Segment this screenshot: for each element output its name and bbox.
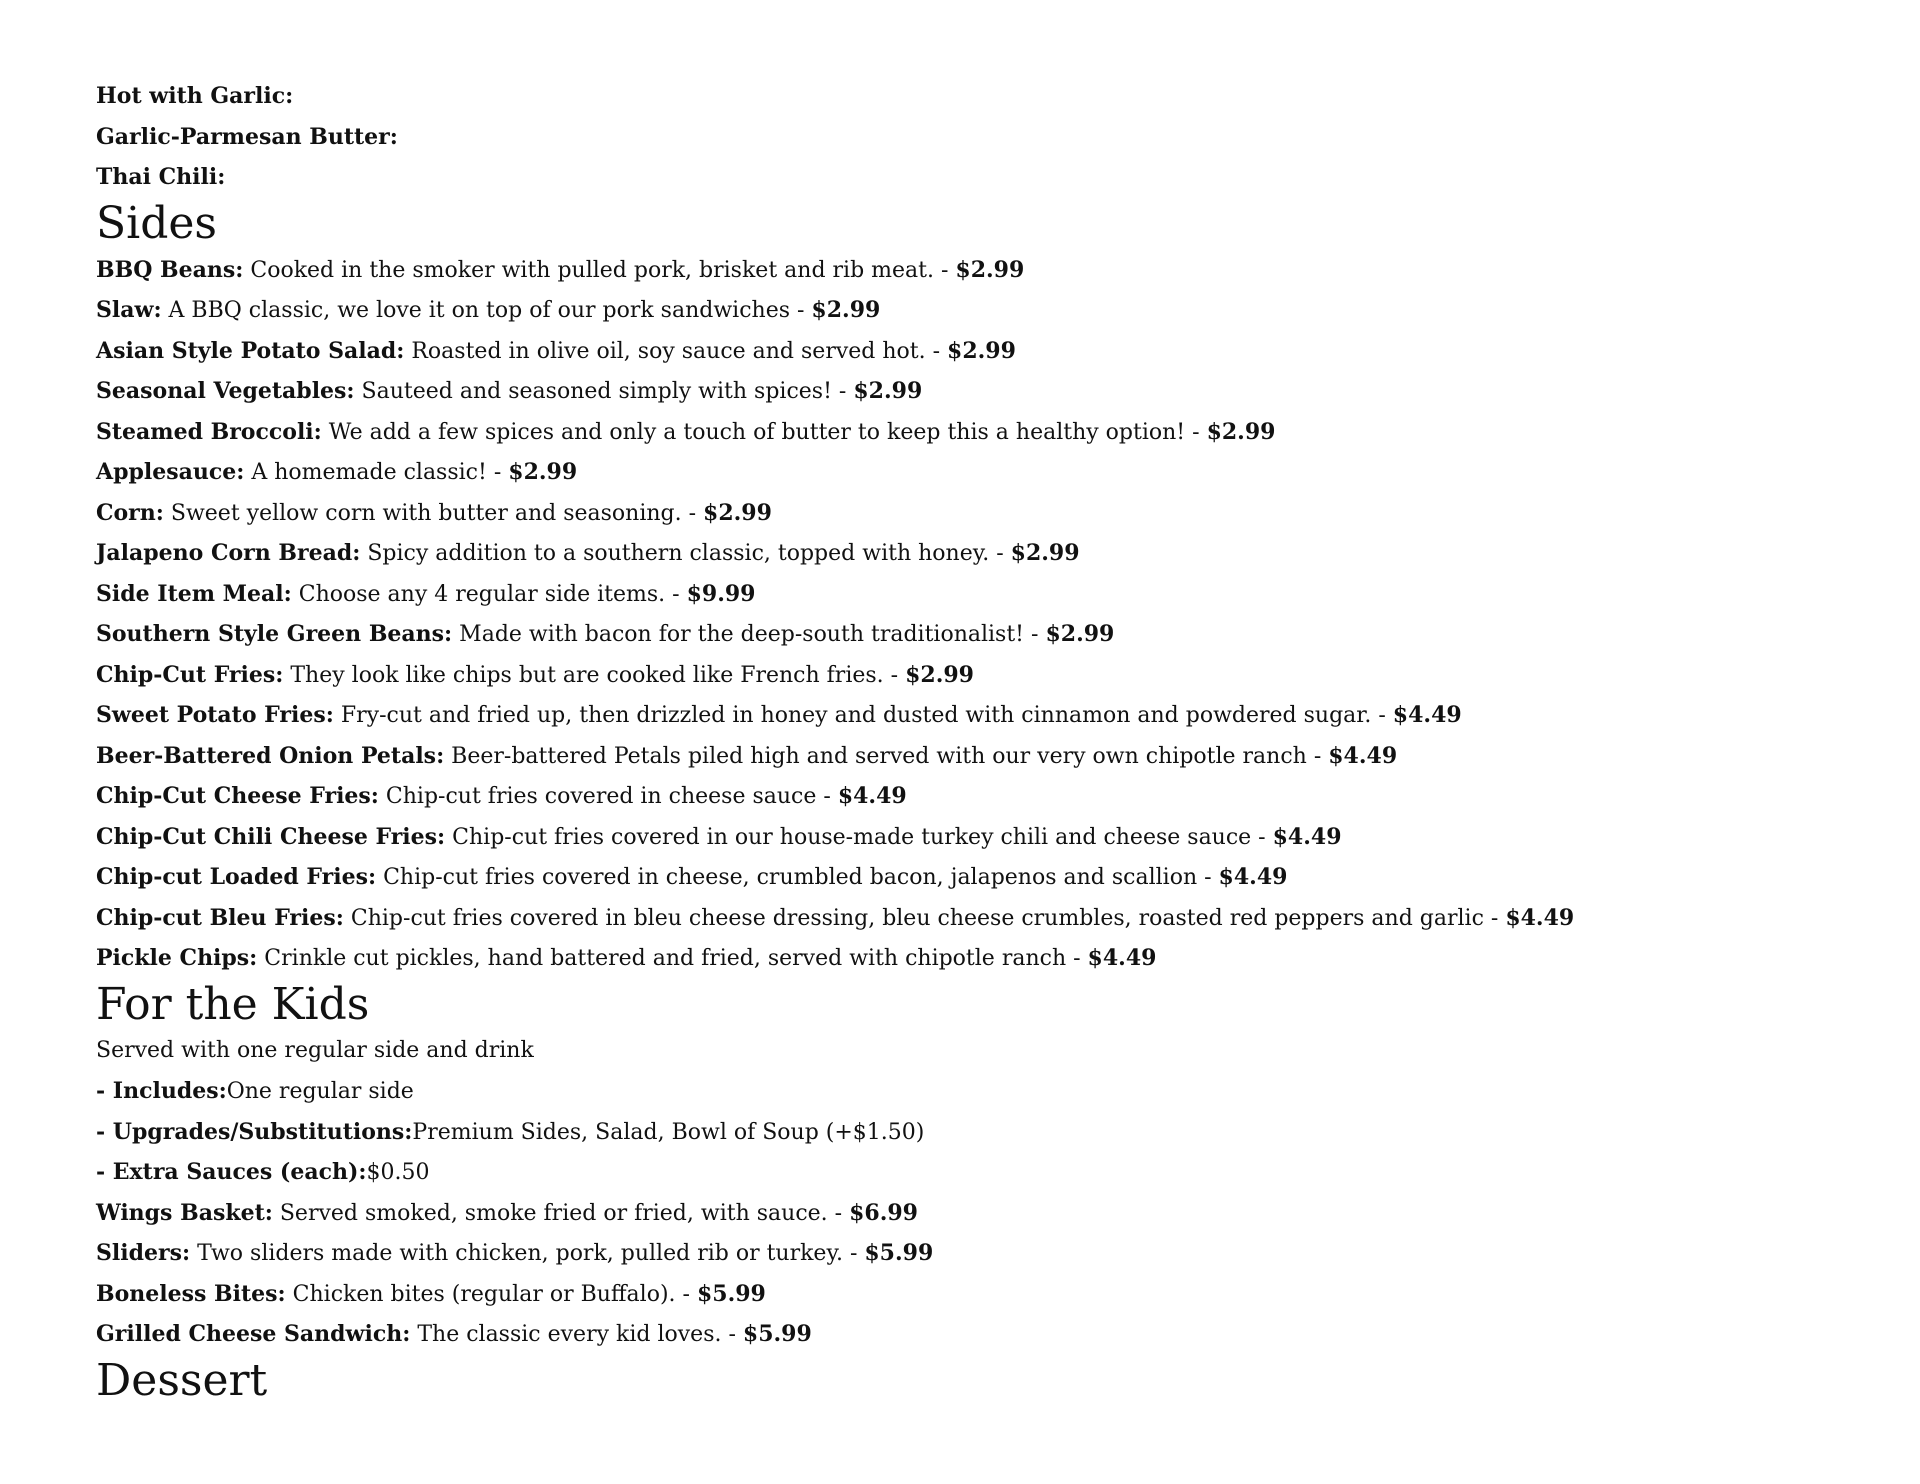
item-name: Southern Style Green Beans: (96, 621, 453, 647)
kids-option (96, 1071, 1860, 1112)
item-description: Spicy addition to a southern classic, topped with honey. - (360, 541, 1011, 566)
item-name: Asian Style Potato Salad: (96, 337, 405, 364)
item-price: $4.49 (1505, 904, 1575, 931)
item-description: Served smoked, smoke fried or fried, with sauce. - (272, 1200, 850, 1226)
menu-item (96, 1233, 1860, 1274)
item-description: Crinkle cut pickles, hand battered and fried, served with chipotle ranch - (257, 946, 1088, 971)
item-name: Boneless Bites: (96, 1280, 286, 1307)
item-name: Chip-cut Bleu Fries: (96, 904, 344, 931)
sauce-item (96, 117, 1860, 158)
item-description: Roasted in olive oil, soy sauce and served hot. - (404, 338, 948, 364)
item-description: Sweet yellow corn with butter and seasoning. - (163, 500, 704, 526)
menu-item (96, 938, 1860, 979)
item-description: Two sliders made with chicken, pork, pulled rib or turkey. - (190, 1241, 865, 1266)
item-price: $4.49 (1328, 742, 1398, 769)
item-price: $2.99 (905, 661, 974, 688)
item-price: $9.99 (686, 580, 756, 607)
item-price: $5.99 (864, 1240, 934, 1266)
menu-item (96, 290, 1860, 331)
item-description: Beer-battered Petals piled high and served with our very own chipotle ranch - (444, 743, 1329, 769)
item-name: Jalapeno Corn Bread: (96, 540, 361, 566)
menu-item (96, 736, 1860, 777)
item-price: $5.99 (742, 1321, 812, 1347)
kids-items-list (96, 1193, 1860, 1355)
sides-heading: Sides (96, 197, 217, 249)
menu-item (96, 1193, 1860, 1234)
item-description: Chip-cut fries covered in bleu cheese dressing, bleu cheese crumbles, roasted red peppers and garlic - (343, 905, 1506, 931)
item-description: Chip-cut fries covered in cheese, crumbled bacon, jalapenos and scallion - (376, 865, 1219, 890)
menu-item (96, 452, 1860, 493)
item-price: $2.99 (853, 378, 923, 404)
menu-item (96, 574, 1860, 615)
item-description: Sauteed and seasoned simply with spices! - (354, 379, 854, 404)
item-price: $4.49 (1087, 945, 1157, 971)
menu-item (96, 1274, 1860, 1315)
item-price: $2.99 (955, 256, 1025, 283)
option-label: - Includes: (96, 1078, 227, 1104)
kids-note: Served with one regular side and drink (96, 1037, 534, 1063)
option-label: - Upgrades/Substitutions: (96, 1118, 413, 1145)
sauce-item (96, 157, 1860, 198)
sauce-name: Hot with Garlic: (96, 83, 294, 109)
item-price: $6.99 (849, 1199, 918, 1226)
menu-item (96, 412, 1860, 453)
item-name: Chip-Cut Cheese Fries: (96, 783, 379, 809)
item-description: Choose any 4 regular side items. - (291, 581, 687, 607)
item-price: $2.99 (1045, 621, 1115, 647)
item-name: Sweet Potato Fries: (96, 702, 334, 728)
menu-item (96, 533, 1860, 574)
item-name: Sliders: (96, 1240, 191, 1266)
item-price: $4.49 (1272, 823, 1342, 850)
item-description: Made with bacon for the deep-south traditionalist! - (452, 622, 1046, 647)
sides-list (96, 250, 1860, 979)
item-name: Wings Basket: (96, 1199, 273, 1226)
item-name: Side Item Meal: (96, 580, 292, 607)
item-price: $4.49 (837, 783, 907, 809)
sauce-item (96, 76, 1860, 117)
item-description: A homemade classic! - (244, 460, 509, 485)
item-name: Seasonal Vegetables: (96, 378, 355, 404)
menu-item (96, 614, 1860, 655)
item-price: $4.49 (1392, 702, 1462, 728)
menu-item (96, 331, 1860, 372)
item-description: Cooked in the smoker with pulled pork, brisket and rib meat. - (243, 257, 956, 283)
item-name: Applesauce: (96, 459, 245, 485)
menu-item (96, 371, 1860, 412)
menu-item (96, 695, 1860, 736)
kids-option (96, 1152, 1860, 1193)
item-description: Chip-cut fries covered in our house-made turkey chili and cheese sauce - (445, 824, 1273, 850)
menu-item (96, 655, 1860, 696)
item-name: BBQ Beans: (96, 256, 244, 283)
menu-item (96, 776, 1860, 817)
menu-item (96, 493, 1860, 534)
menu-item (96, 817, 1860, 858)
item-description: We add a few spices and only a touch of butter to keep this a healthy option! - (321, 419, 1207, 445)
item-name: Chip-Cut Chili Cheese Fries: (96, 823, 446, 850)
item-name: Corn: (96, 499, 164, 526)
item-name: Steamed Broccoli: (96, 418, 322, 445)
item-description: They look like chips but are cooked like French fries. - (283, 662, 906, 688)
item-price: $2.99 (1010, 540, 1080, 566)
item-name: Chip-cut Loaded Fries: (96, 864, 377, 890)
item-description: Chip-cut fries covered in cheese sauce - (378, 784, 838, 809)
item-description: The classic every kid loves. - (410, 1322, 743, 1347)
sauce-name: Garlic-Parmesan Butter: (96, 123, 398, 150)
menu-item (96, 250, 1860, 291)
item-name: Beer-Battered Onion Petals: (96, 742, 445, 769)
item-price: $2.99 (703, 499, 772, 526)
kids-option (96, 1112, 1860, 1153)
item-name: Slaw: (96, 297, 162, 323)
dessert-heading: Dessert (96, 1354, 268, 1406)
item-name: Chip-Cut Fries: (96, 661, 284, 688)
menu-item (96, 1314, 1860, 1355)
item-name: Grilled Cheese Sandwich: (96, 1321, 411, 1347)
item-description: Fry-cut and fried up, then drizzled in honey and dusted with cinnamon and powdered sugar. - (333, 703, 1393, 728)
option-value: Premium Sides, Salad, Bowl of Soup (+$1.50) (412, 1119, 925, 1145)
item-price: $2.99 (1206, 418, 1276, 445)
option-label: - Extra Sauces (each): (96, 1159, 367, 1185)
option-value: One regular side (226, 1079, 414, 1104)
item-name: Pickle Chips: (96, 945, 258, 971)
option-value: $0.50 (366, 1160, 430, 1185)
item-description: A BBQ classic, we love it on top of our pork sandwiches - (161, 298, 812, 323)
menu-item (96, 898, 1860, 939)
menu-content (96, 76, 1860, 1407)
item-price: $2.99 (508, 459, 578, 485)
item-price: $2.99 (947, 337, 1016, 364)
item-price: $2.99 (811, 297, 881, 323)
menu-item (96, 857, 1860, 898)
kids-options-list (96, 1071, 1860, 1193)
kids-heading: For the Kids (96, 978, 370, 1030)
item-price: $4.49 (1218, 864, 1288, 890)
item-description: Chicken bites (regular or Buffalo). - (285, 1281, 697, 1307)
sauce-name: Thai Chili: (96, 164, 226, 190)
item-price: $5.99 (696, 1280, 766, 1307)
